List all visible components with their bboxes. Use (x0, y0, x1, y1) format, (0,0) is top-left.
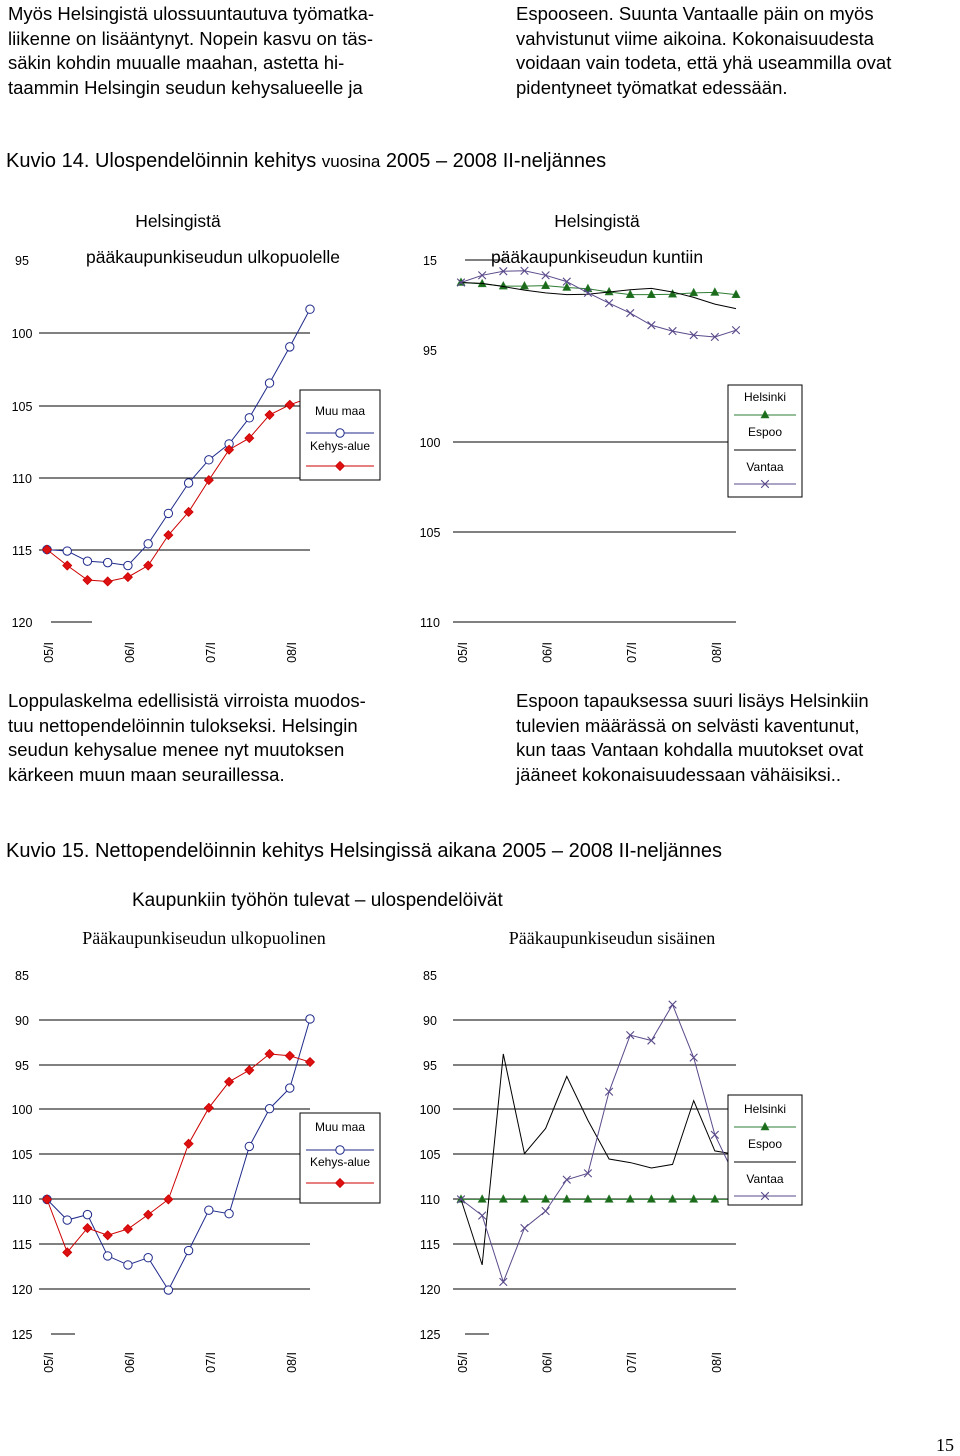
data-point (103, 1231, 112, 1240)
legend-label: Espoo (747, 1137, 783, 1151)
data-point (184, 479, 192, 487)
x-tick-label: 08/I (284, 642, 299, 663)
y-tick-label: 105 (419, 526, 441, 540)
x-tick-label: 08/I (284, 1352, 299, 1373)
data-point (103, 558, 111, 566)
data-point (204, 476, 213, 485)
data-point (306, 1015, 314, 1023)
y-tick-label: 115 (12, 1238, 32, 1252)
chart-net-outside-region (0, 925, 371, 1380)
chart-title: Pääkaupunkiseudun ulkopuolinen (82, 928, 326, 948)
data-point (306, 305, 314, 313)
y-tick-label: 115 (12, 544, 32, 558)
text-line: vahvistunut viime aikoina. Kokonaisuudesta (516, 27, 874, 49)
legend-label: Vantaa (746, 1172, 784, 1186)
text-line: jääneet kokonaisuudessaan vähäisiksi.. (516, 763, 841, 785)
y-tick-label: 100 (11, 327, 33, 341)
data-point (184, 1246, 192, 1254)
y-tick-label: 95 (423, 344, 437, 358)
data-point (285, 400, 294, 409)
data-point (205, 1206, 213, 1214)
series-line (461, 1054, 736, 1265)
text-line: kärkeen muun maan seuraillessa. (8, 763, 285, 785)
chart-title: Helsingistä (554, 211, 640, 231)
text-line: kun taas Vantaan kohdalla muutokset ovat (516, 739, 864, 760)
data-point (285, 1051, 294, 1060)
x-tick-label: 08/I (709, 1352, 724, 1373)
series-helsinki (457, 278, 740, 298)
data-point (124, 1261, 132, 1269)
text-line: taammin Helsingin seudun kehysalueelle ja (8, 76, 363, 98)
data-point (690, 288, 698, 296)
text-line: Loppulaskelma edellisistä virroista muodos- (8, 690, 366, 711)
y-tick-label: 120 (11, 616, 33, 630)
chart-title: pääkaupunkiseudun kuntiin (490, 247, 704, 267)
y-tick-label: 115 (420, 1238, 440, 1252)
text-line: pidentyneet työmatkat edessään. (516, 76, 788, 98)
data-point (144, 1254, 152, 1262)
data-point (521, 1224, 529, 1232)
data-point (626, 309, 634, 317)
x-tick-label: 06/I (122, 1352, 137, 1373)
legend-label: Muu maa (314, 404, 366, 418)
series-kehys-alue (43, 393, 315, 586)
x-tick-label: 07/I (203, 642, 218, 663)
data-point (286, 343, 294, 351)
chart-title: Pääkaupunkiseudun sisäinen (508, 928, 716, 948)
y-tick-label: 100 (419, 436, 441, 450)
series-line (47, 309, 310, 565)
x-tick-label: 05/I (42, 1352, 56, 1373)
data-point (103, 1252, 111, 1260)
y-tick-label: 125 (11, 1328, 33, 1342)
data-point (690, 1054, 698, 1062)
series-line (461, 271, 736, 337)
y-tick-label: 95 (15, 1059, 29, 1073)
data-point (164, 509, 172, 517)
caption-end: 2005 – 2008 II-neljännes (380, 150, 607, 172)
caption-main: Kuvio 14. Ulospendelöinnin kehitys (6, 150, 322, 172)
data-point (711, 288, 719, 296)
data-point (225, 1210, 233, 1218)
chart-title: Helsingistä (135, 211, 221, 231)
data-point (83, 1210, 91, 1218)
data-point (669, 327, 677, 335)
chart-net-capital-region (410, 925, 787, 1380)
x-tick-label: 08/I (709, 642, 724, 663)
figure-15-subtitle: Kaupunkiin työhön tulevat – ulospendelöivät (132, 890, 503, 911)
series-line (461, 1005, 736, 1282)
text-line: Espooseen. Suunta Vantaalle päin on myös (516, 3, 874, 24)
chart-helsinki-capital-region (410, 210, 787, 670)
data-point (648, 321, 656, 329)
data-point (286, 1084, 294, 1092)
data-point (164, 1286, 172, 1294)
mid-right-paragraph (516, 689, 958, 787)
data-point (265, 1105, 273, 1113)
data-point (669, 1001, 677, 1009)
page-number: 15 (936, 1435, 954, 1455)
series-muu-maa (43, 305, 314, 570)
data-point (542, 272, 550, 280)
x-tick-label: 07/I (625, 1352, 640, 1373)
legend-label: Espoo (747, 425, 783, 439)
data-point (542, 281, 550, 289)
y-tick-label: 110 (420, 616, 440, 630)
data-point (245, 414, 253, 422)
x-tick-label: 05/I (456, 642, 470, 663)
y-tick-label: 120 (11, 1283, 33, 1297)
text-line: Myös Helsingistä ulossuuntautuva työmatka- (8, 3, 375, 24)
y-tick-label: 105 (11, 400, 33, 414)
y-tick-label: 90 (423, 1014, 437, 1028)
data-point (648, 1037, 656, 1045)
data-point (83, 576, 92, 585)
series-vantaa (457, 1001, 740, 1286)
y-tick-label: 110 (12, 472, 32, 486)
y-tick-label: 100 (11, 1103, 33, 1117)
top-left-paragraph (8, 2, 446, 100)
data-point (542, 1207, 550, 1215)
data-point (184, 1139, 193, 1148)
data-point (205, 456, 213, 464)
x-tick-label: 06/I (540, 1352, 555, 1373)
data-point (336, 429, 344, 437)
data-point (669, 290, 677, 298)
data-point (647, 290, 655, 298)
legend-label: Kehys-alue (309, 439, 371, 453)
data-point (605, 299, 613, 307)
data-point (500, 1278, 508, 1286)
data-point (336, 1146, 344, 1154)
data-point (520, 282, 528, 290)
x-tick-label: 05/I (42, 642, 56, 663)
text-line: Espoon tapauksessa suuri lisäys Helsinkiin (516, 690, 869, 711)
data-point (732, 326, 740, 334)
data-point (584, 1170, 592, 1178)
data-point (103, 577, 112, 586)
text-line: voidaan vain todeta, että yhä useammilla ovat (516, 52, 892, 73)
caption-small: vuosina (321, 152, 381, 171)
figure-14-caption (6, 150, 606, 173)
x-tick-label: 07/I (625, 642, 640, 663)
series-kehys-alue (43, 1049, 315, 1256)
data-point (83, 557, 91, 565)
text-line: liikenne on lisääntynyt. Nopein kasvu on täs- (8, 27, 374, 49)
y-tick-label: 110 (12, 1193, 32, 1207)
y-tick-label: 120 (419, 1283, 441, 1297)
y-tick-label: 125 (419, 1328, 441, 1342)
data-point (144, 561, 153, 570)
series-vantaa (457, 267, 740, 341)
y-tick-label: 95 (423, 1059, 437, 1073)
data-point (144, 540, 152, 548)
figure-15-caption: Kuvio 15. Nettopendelöinnin kehitys Helsingissä aikana 2005 – 2008 II-neljännes (6, 840, 723, 862)
mid-left-paragraph (8, 689, 446, 787)
top-right-paragraph (516, 2, 956, 100)
y-tick-label: 90 (15, 1014, 29, 1028)
chart-title: pääkaupunkiseudun ulkopuolelle (86, 247, 340, 267)
data-point (245, 1142, 253, 1150)
data-point (63, 547, 71, 555)
legend-label: Helsinki (743, 1102, 787, 1116)
x-tick-label: 06/I (122, 642, 137, 663)
legend-label: Muu maa (314, 1120, 366, 1134)
data-point (478, 272, 486, 280)
text-line: tuu nettopendelöinnin tulokseksi. Helsingin (8, 714, 358, 736)
x-tick-label: 05/I (456, 1352, 470, 1373)
data-point (478, 1212, 486, 1220)
x-tick-label: 07/I (203, 1352, 218, 1373)
legend-label: Helsinki (743, 390, 787, 404)
series-espoo (461, 1054, 736, 1265)
data-point (605, 1088, 613, 1096)
text-line: tulevien määrässä on selvästi kaventunut, (516, 714, 860, 736)
y-tick-label: 15 (423, 254, 437, 268)
data-point (225, 1077, 234, 1086)
y-tick-label: 95 (15, 254, 29, 268)
data-point (265, 379, 273, 387)
text-line: säkin kohdin muualle maahan, astetta hi- (8, 52, 345, 73)
data-point (711, 1131, 719, 1139)
data-point (204, 1103, 213, 1112)
chart-helsinki-outside-region (0, 210, 371, 670)
data-point (123, 573, 132, 582)
data-point (63, 1216, 71, 1224)
data-point (563, 1176, 571, 1184)
legend-label: Vantaa (746, 460, 784, 474)
data-point (626, 1031, 634, 1039)
data-point (63, 561, 72, 570)
data-point (144, 1210, 153, 1219)
y-tick-label: 105 (419, 1148, 441, 1162)
series-line (47, 398, 310, 582)
y-tick-label: 110 (420, 1193, 440, 1207)
x-tick-label: 06/I (540, 642, 555, 663)
legend-label: Kehys-alue (309, 1155, 371, 1169)
data-point (123, 1224, 132, 1233)
y-tick-label: 100 (419, 1103, 441, 1117)
y-tick-label: 85 (15, 969, 29, 983)
data-point (124, 561, 132, 569)
text-line: seudun kehysalue menee nyt muutoksen (8, 739, 345, 760)
y-tick-label: 85 (423, 969, 437, 983)
data-point (164, 1195, 173, 1204)
y-tick-label: 105 (11, 1148, 33, 1162)
series-line (47, 1054, 310, 1252)
